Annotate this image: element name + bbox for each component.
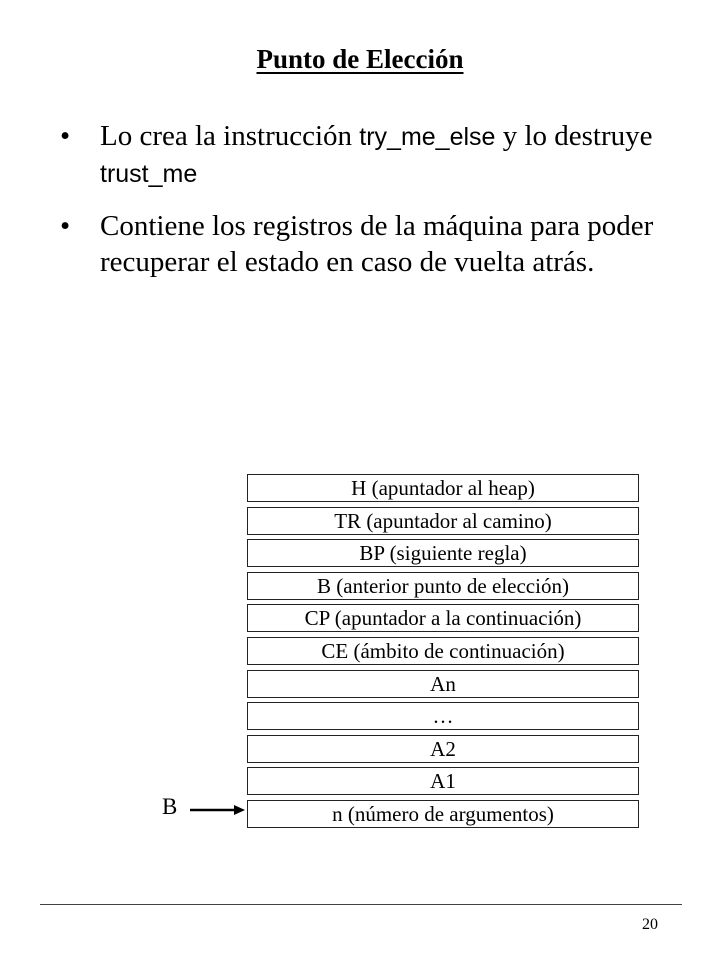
- stack-cell-ellipsis: …: [247, 702, 639, 730]
- stack-cell-bp: BP (siguiente regla): [247, 539, 639, 567]
- stack-cell-h: H (apuntador al heap): [247, 474, 639, 502]
- stack-cell-a2: A2: [247, 735, 639, 763]
- slide-title: Punto de Elección: [256, 44, 464, 74]
- bullet-icon: •: [60, 210, 71, 242]
- stack-cell-tr: TR (apuntador al camino): [247, 507, 639, 535]
- pointer-label-b: B: [162, 794, 178, 819]
- bullet-list: [60, 118, 700, 296]
- bullet-1-text-a: Lo crea la instrucción: [100, 120, 360, 152]
- footer-divider: [40, 904, 682, 905]
- code-try-me-else: try_me_else: [359, 123, 496, 151]
- stack-cell-ce: CE (ámbito de continuación): [247, 637, 639, 665]
- bullet-item-2: [60, 208, 700, 280]
- bullet-1-text-b: y lo destruye: [495, 120, 653, 152]
- stack-cell-cp: CP (apuntador a la continuación): [247, 604, 639, 632]
- bullet-2-text: Contiene los registros de la máquina para poder recuperar el estado en caso de vuelta atrás.: [100, 210, 654, 278]
- page-number: 20: [642, 916, 658, 933]
- code-trust-me: trust_me: [100, 160, 198, 188]
- bullet-item-1: [60, 118, 700, 192]
- choice-point-stack: [247, 474, 639, 833]
- bullet-icon: •: [60, 120, 71, 152]
- arrow-right-icon: [190, 800, 246, 820]
- stack-cell-a1: A1: [247, 767, 639, 795]
- stack-cell-an: An: [247, 670, 639, 698]
- stack-cell-n: n (número de argumentos): [247, 800, 639, 828]
- stack-cell-b: B (anterior punto de elección): [247, 572, 639, 600]
